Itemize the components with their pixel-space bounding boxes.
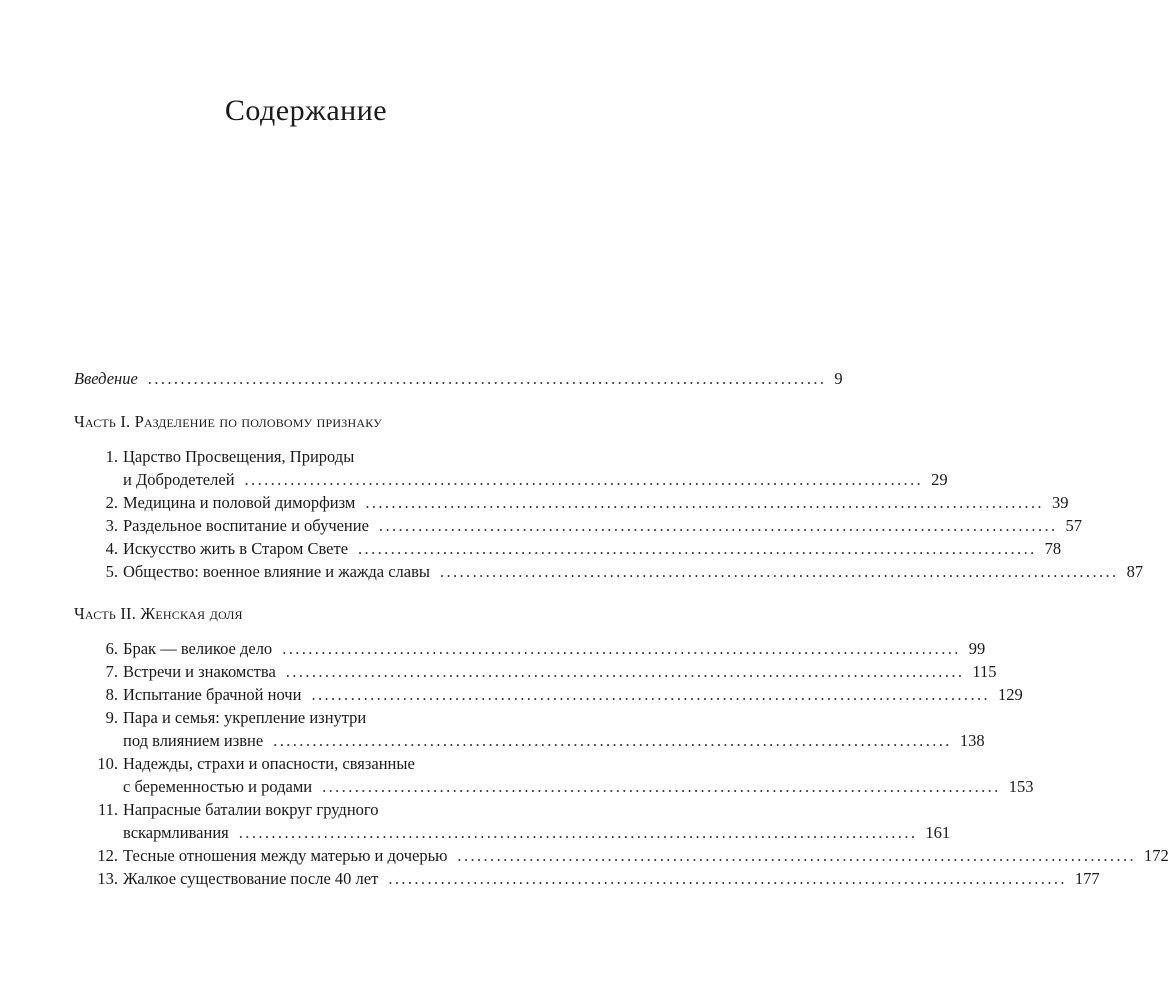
- toc-entry-chapter-10[interactable]: [123, 777, 1034, 797]
- leader-dots: ........................................................................................................: [378, 516, 1058, 535]
- toc-entry-label: Введение: [74, 369, 138, 388]
- toc-entry-chapter-6[interactable]: [123, 639, 986, 659]
- leader-dots: ........................................................................................................: [457, 846, 1137, 865]
- chapter-title-line2: с беременностью и родами: [123, 777, 313, 796]
- chapter-number: 9.: [105, 708, 118, 727]
- toc-entry-chapter-9[interactable]: [123, 731, 985, 751]
- toc-page-number: 161: [925, 823, 951, 842]
- toc-entry-chapter-1[interactable]: [123, 470, 948, 490]
- chapter-title-line1: Надежды, страхи и опасности, связанные: [123, 754, 415, 773]
- leader-dots: ........................................................................................................: [273, 731, 952, 750]
- part-heading: Часть I. Разделение по половому признаку: [74, 412, 382, 431]
- chapter-number: 7.: [105, 662, 118, 681]
- chapter-title-line1: Царство Просвещения, Природы: [123, 447, 355, 466]
- chapter-title-line2: под влиянием извне: [123, 731, 264, 750]
- chapter-number: 5.: [105, 562, 118, 581]
- chapter-number: 6.: [105, 639, 118, 658]
- toc-entry-chapter-5[interactable]: [123, 562, 1144, 582]
- toc-page-number: 177: [1074, 869, 1100, 888]
- leader-dots: ........................................................................................................: [365, 493, 1044, 512]
- toc-entry-chapter-3[interactable]: [123, 516, 1083, 536]
- toc-page-number: 99: [968, 639, 986, 658]
- toc-entry-chapter-12[interactable]: [123, 846, 1169, 866]
- leader-dots: ........................................................................................................: [285, 662, 965, 681]
- chapter-title-line1: Напрасные баталии вокруг грудного: [123, 800, 379, 819]
- chapter-title: Медицина и половой диморфизм: [123, 493, 356, 512]
- leader-dots: ........................................................................................................: [358, 539, 1037, 558]
- toc-page-number: 129: [998, 685, 1023, 704]
- toc-page-number: 172: [1144, 846, 1169, 865]
- page-title: Содержание: [224, 94, 388, 127]
- toc-page-number: 138: [959, 731, 985, 750]
- toc-page-number: 9: [834, 369, 843, 388]
- toc-entry-chapter-2[interactable]: [123, 493, 1069, 513]
- toc-entry-chapter-7[interactable]: [123, 662, 997, 682]
- toc-entry-chapter-11[interactable]: [123, 823, 951, 843]
- part-heading: Часть II. Женская доля: [74, 604, 243, 623]
- chapter-number: 13.: [97, 869, 118, 888]
- chapter-title: Тесные отношения между матерью и дочерью: [123, 846, 448, 865]
- chapter-title: Испытание брачной ночи: [123, 685, 302, 704]
- chapter-title: Искусство жить в Старом Свете: [123, 539, 349, 558]
- leader-dots: ........................................................................................................: [311, 685, 991, 704]
- leader-dots: ........................................................................................................: [282, 639, 961, 658]
- toc-entry-chapter-8[interactable]: [123, 685, 1023, 705]
- chapter-title: Жалкое существование после 40 лет: [123, 869, 379, 888]
- chapter-number: 8.: [105, 685, 118, 704]
- toc-page-number: 153: [1008, 777, 1034, 796]
- toc-page-number: 115: [972, 662, 997, 681]
- toc-page-number: 39: [1051, 493, 1069, 512]
- chapter-title: Брак — великое дело: [123, 639, 273, 658]
- chapter-title: Встречи и знакомства: [123, 662, 276, 681]
- leader-dots: ........................................................................................................: [439, 562, 1119, 581]
- chapter-number: 3.: [105, 516, 118, 535]
- chapter-title-line2: и Добродетелей: [123, 470, 235, 489]
- chapter-title-line2: вскармливания: [123, 823, 229, 842]
- toc-page-number: 87: [1126, 562, 1144, 581]
- chapter-title-line1: Пара и семья: укрепление изнутри: [123, 708, 367, 727]
- leader-dots: ........................................................................................................: [388, 869, 1067, 888]
- chapter-number: 12.: [97, 846, 118, 865]
- chapter-number: 11.: [97, 800, 118, 819]
- chapter-number: 2.: [105, 493, 118, 512]
- chapter-number: 1.: [105, 447, 118, 466]
- toc-entry-chapter-13[interactable]: [123, 869, 1100, 889]
- toc-entry-intro[interactable]: [74, 369, 843, 389]
- toc-page-number: 57: [1065, 516, 1083, 535]
- chapter-title: Общество: военное влияние и жажда славы: [123, 562, 430, 581]
- leader-dots: ........................................................................................................: [244, 470, 924, 489]
- leader-dots: ........................................................................................................: [238, 823, 918, 842]
- toc-entry-chapter-4[interactable]: [123, 539, 1062, 559]
- chapter-number: 4.: [105, 539, 118, 558]
- leader-dots: ........................................................................................................: [322, 777, 1001, 796]
- toc-page-number: 29: [931, 470, 948, 489]
- chapter-title: Раздельное воспитание и обучение: [123, 516, 369, 535]
- toc-page-number: 78: [1044, 539, 1062, 558]
- leader-dots: ........................................................................................................: [147, 369, 827, 388]
- chapter-number: 10.: [97, 754, 118, 773]
